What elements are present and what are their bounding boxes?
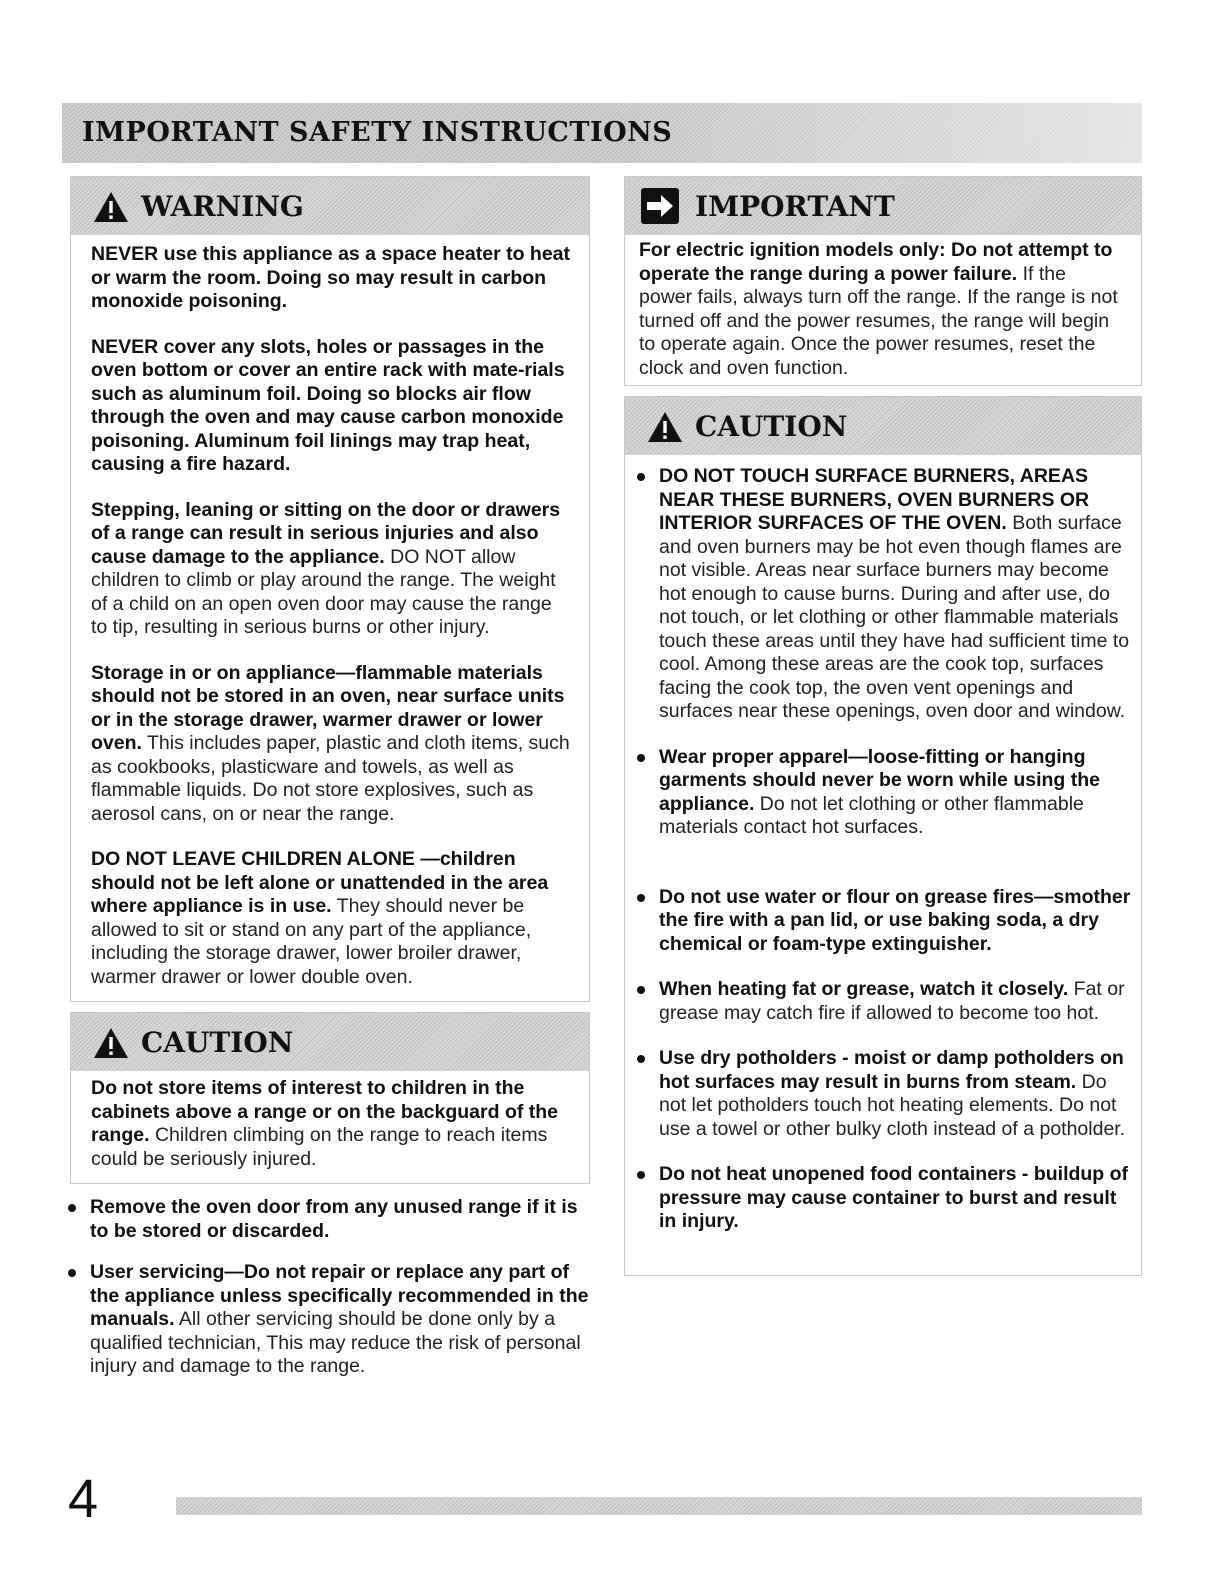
caution-box-left [70,1012,590,1184]
caution-header-right [625,397,1141,455]
warning-header [71,177,589,235]
warning-paragraph: Stepping, leaning or sitting on the door or drawers of a range can result in serious injuries and also cause damage to the appliance. DO NOT allow children to climb or play around the range. The weight of a child on an open oven door may cause the range to tip, resulting in serious burns or other injury. [91,498,561,638]
bullet-dot [637,754,645,762]
footer-bar [176,1497,1142,1515]
bullet-dot [637,986,645,994]
list-item: Do not heat unopened food containers - buildup of pressure may cause container to burst and result in injury. [631,1163,1133,1234]
bullet-dot [68,1204,76,1212]
important-paragraph: For electric ignition models only: Do not attempt to operate the range during a power failure. If the power fails, always turn off the range. If the range is not turned off and the power resumes, the range will begin to operate again. Once the power resumes, reset the clock and oven function. [639,239,1118,379]
page-title: IMPORTANT SAFETY INSTRUCTIONS [82,117,673,148]
bullet-dot [68,1269,76,1277]
warning-box [70,176,590,1002]
left-bullet-list [62,1196,590,1379]
important-label: IMPORTANT [695,190,895,223]
caution-label: CAUTION [141,1026,294,1059]
warning-label: WARNING [141,190,304,223]
warning-paragraph: Storage in or on appliance—flammable materials should not be stored in an oven, near surface units or in the storage drawer, warmer drawer or lower oven. This includes paper, plastic and cloth items, such as cookbooks, plasticware and towels, as well as flammable liquids. Do not store explosives, such as aerosol cans, on or near the range. [91,661,570,825]
caution-header-left [71,1013,589,1071]
warning-triangle-icon [647,411,683,443]
page-number: 4 [68,1469,99,1529]
bullet-dot [637,1055,645,1063]
warning-paragraph: NEVER cover any slots, holes or passages in the oven bottom or cover an entire rack with mate-rials such as aluminum foil. Doing so blocks air flow through the oven and may cause carbon monoxide poisoning. Aluminum foil linings may trap heat, causing a fire hazard. [91,335,565,475]
warning-triangle-icon [93,1027,129,1059]
caution-box-right [624,396,1142,1276]
arrow-right-icon [641,188,679,224]
bullet-dot [637,894,645,902]
title-bar [62,103,1142,163]
caution-paragraph: Do not store items of interest to children in the cabinets above a range or on the backguard of the range. Children climbing on the range to reach items could be seriously injured. [91,1077,559,1170]
list-item: Remove the oven door from any unused range if it is to be stored or discarded. [62,1196,590,1243]
list-item: User servicing—Do not repair or replace any part of the appliance unless specifically recommended in the manuals. All other servicing should be done only by a qualified technician, This may reduce the risk of personal injury and damage to the range. [62,1261,590,1379]
list-item: When heating fat or grease, watch it closely. Fat or grease may catch fire if allowed to become too hot. [631,978,1133,1025]
important-box [624,176,1142,386]
bullet-dot [637,473,645,481]
warning-triangle-icon [93,191,129,223]
warning-paragraph: DO NOT LEAVE CHILDREN ALONE —children should not be left alone or unattended in the area where appliance is in use. They should never be allowed to sit or stand on any part of the appliance, including the storage drawer, lower broiler drawer, warmer drawer or lower double oven. [91,848,549,988]
bullet-dot [637,1171,645,1179]
warning-paragraph: NEVER use this appliance as a space heater to heat or warm the room. Doing so may result in carbon monoxide poisoning. [91,243,571,312]
list-item: Do not use water or flour on grease fires—smother the fire with a pan lid, or use baking soda, a dry chemical or foam-type extinguisher. [631,886,1133,957]
caution-label: CAUTION [695,410,848,443]
list-item: Use dry potholders - moist or damp potholders on hot surfaces may result in burns from steam. Do not let potholders touch hot heating elements. Do not use a towel or other bulky cloth instead of a potholder. [631,1047,1133,1141]
important-header [625,177,1141,235]
list-item: Wear proper apparel—loose-fitting or hanging garments should never be worn while using the appliance. Do not let clothing or other flammable materials contact hot surfaces. [631,746,1133,840]
list-item: DO NOT TOUCH SURFACE BURNERS, AREAS NEAR THESE BURNERS, OVEN BURNERS OR INTERIOR SURFACES OF THE OVEN. Both surface and oven burners may be hot even though flames are not visible. Areas near surface burners may become hot enough to cause burns. During and after use, do not touch, or let clothing or other flammable materials touch these areas until they have had sufficient time to cool. Among these areas are the cook top, surfaces facing the cook top, the oven vent openings and surfaces near these openings, oven door and window. [631,465,1133,724]
